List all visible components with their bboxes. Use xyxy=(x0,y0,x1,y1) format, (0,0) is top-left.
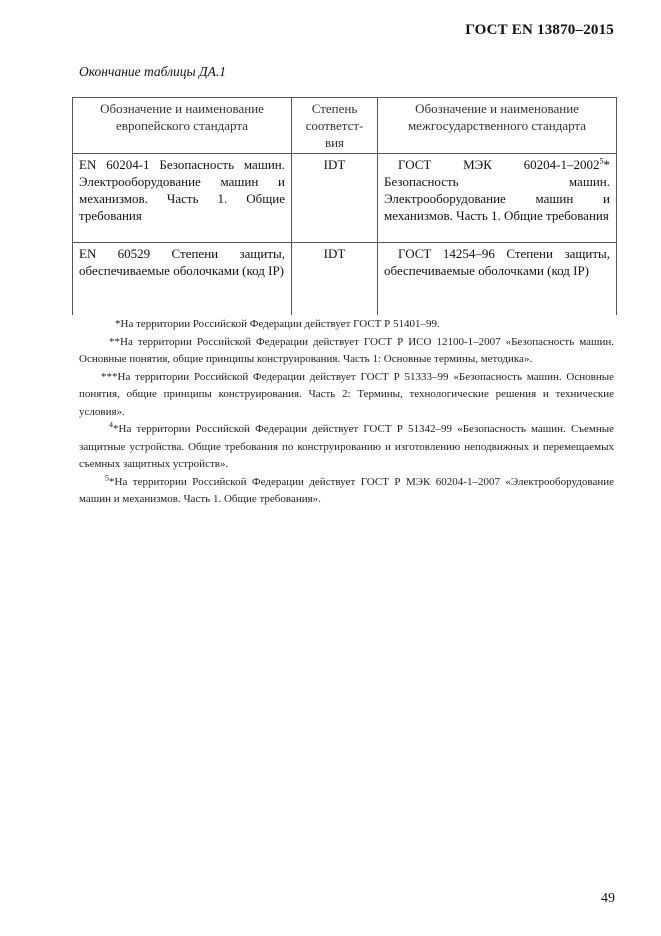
footnote-text: На территории Российской Федерации действует ГОСТ Р 51401–99. xyxy=(120,318,440,330)
interstate-main: ГОСТ 14254–96 Степени защиты, обеспечиваемые оболочками (код IP) xyxy=(384,246,610,278)
interstate-footnote-sup: 5 xyxy=(599,156,604,166)
interstate-rest: * Безопасность машин. Электрооборудование машин и механизмов. Часть 1. Общие требования xyxy=(384,157,610,223)
cell-european-standard: EN 60204-1 Безопасность машин. Электрооборудование машин и механизмов. Часть 1. Общие требования xyxy=(73,154,292,243)
column-header-european: Обозначение и наименование европейского стандарта xyxy=(73,98,292,154)
table-title: Окончание таблицы ДА.1 xyxy=(79,64,226,79)
footnote-marker: * xyxy=(109,475,115,488)
cell-interstate-standard xyxy=(378,154,617,243)
table-header-row xyxy=(73,98,617,154)
footnote xyxy=(79,474,614,509)
footnote xyxy=(79,421,614,474)
interstate-main: ГОСТ МЭК 60204-1–2002 xyxy=(398,157,600,172)
column-header-interstate: Обозначение и наименование межгосударственного стандарта xyxy=(378,98,617,154)
footnote-marker: * xyxy=(113,423,119,435)
footnote xyxy=(79,369,614,422)
footnote-text: На территории Российской Федерации действует ГОСТ Р 51333–99 «Безопасность машин. Основные понятия, общие принципы конструирования. Часть 2: Термины, технологические решения и технические условия». xyxy=(79,370,614,418)
footnote-marker: * xyxy=(115,318,121,330)
footnote-marker: *** xyxy=(101,370,118,383)
footnote xyxy=(79,316,614,334)
page-number: 49 xyxy=(601,891,615,906)
column-header-degree: Степень соответст-вия xyxy=(292,98,378,154)
footnote-sup: 4 xyxy=(109,420,113,430)
table-row xyxy=(73,243,617,315)
footnotes xyxy=(79,316,614,509)
table-row xyxy=(73,154,617,243)
footnote-text: На территории Российской Федерации действует ГОСТ Р ИСО 12100-1–2007 «Безопасность машин. Основные понятия, общие принципы конструирования. Часть 1: Основные термины, методика». xyxy=(79,335,614,365)
cell-degree: IDT xyxy=(292,154,378,243)
document-code-header: ГОСТ EN 13870–2015 xyxy=(465,22,614,38)
cell-european-standard: EN 60529 Степени защиты, обеспечиваемые оболочками (код IP) xyxy=(73,243,292,315)
footnote xyxy=(79,334,614,369)
footnote-sup: 5 xyxy=(105,472,109,482)
cell-degree: IDT xyxy=(292,243,378,315)
footnote-text: На территории Российской Федерации действует ГОСТ Р МЭК 60204-1–2007 «Электрооборудование машин и механизмов. Часть 1. Общие требования». xyxy=(79,475,614,505)
footnote-text: На территории Российской Федерации действует ГОСТ Р 51342–99 «Безопасность машин. Съемные защитные устройства. Общие требования по конструированию и изготовлению неподвижных и перемещаемых съемных защитных устройств». xyxy=(79,423,614,470)
footnote-marker: ** xyxy=(109,335,120,348)
cell-interstate-standard xyxy=(378,243,617,315)
standards-table xyxy=(72,97,617,315)
